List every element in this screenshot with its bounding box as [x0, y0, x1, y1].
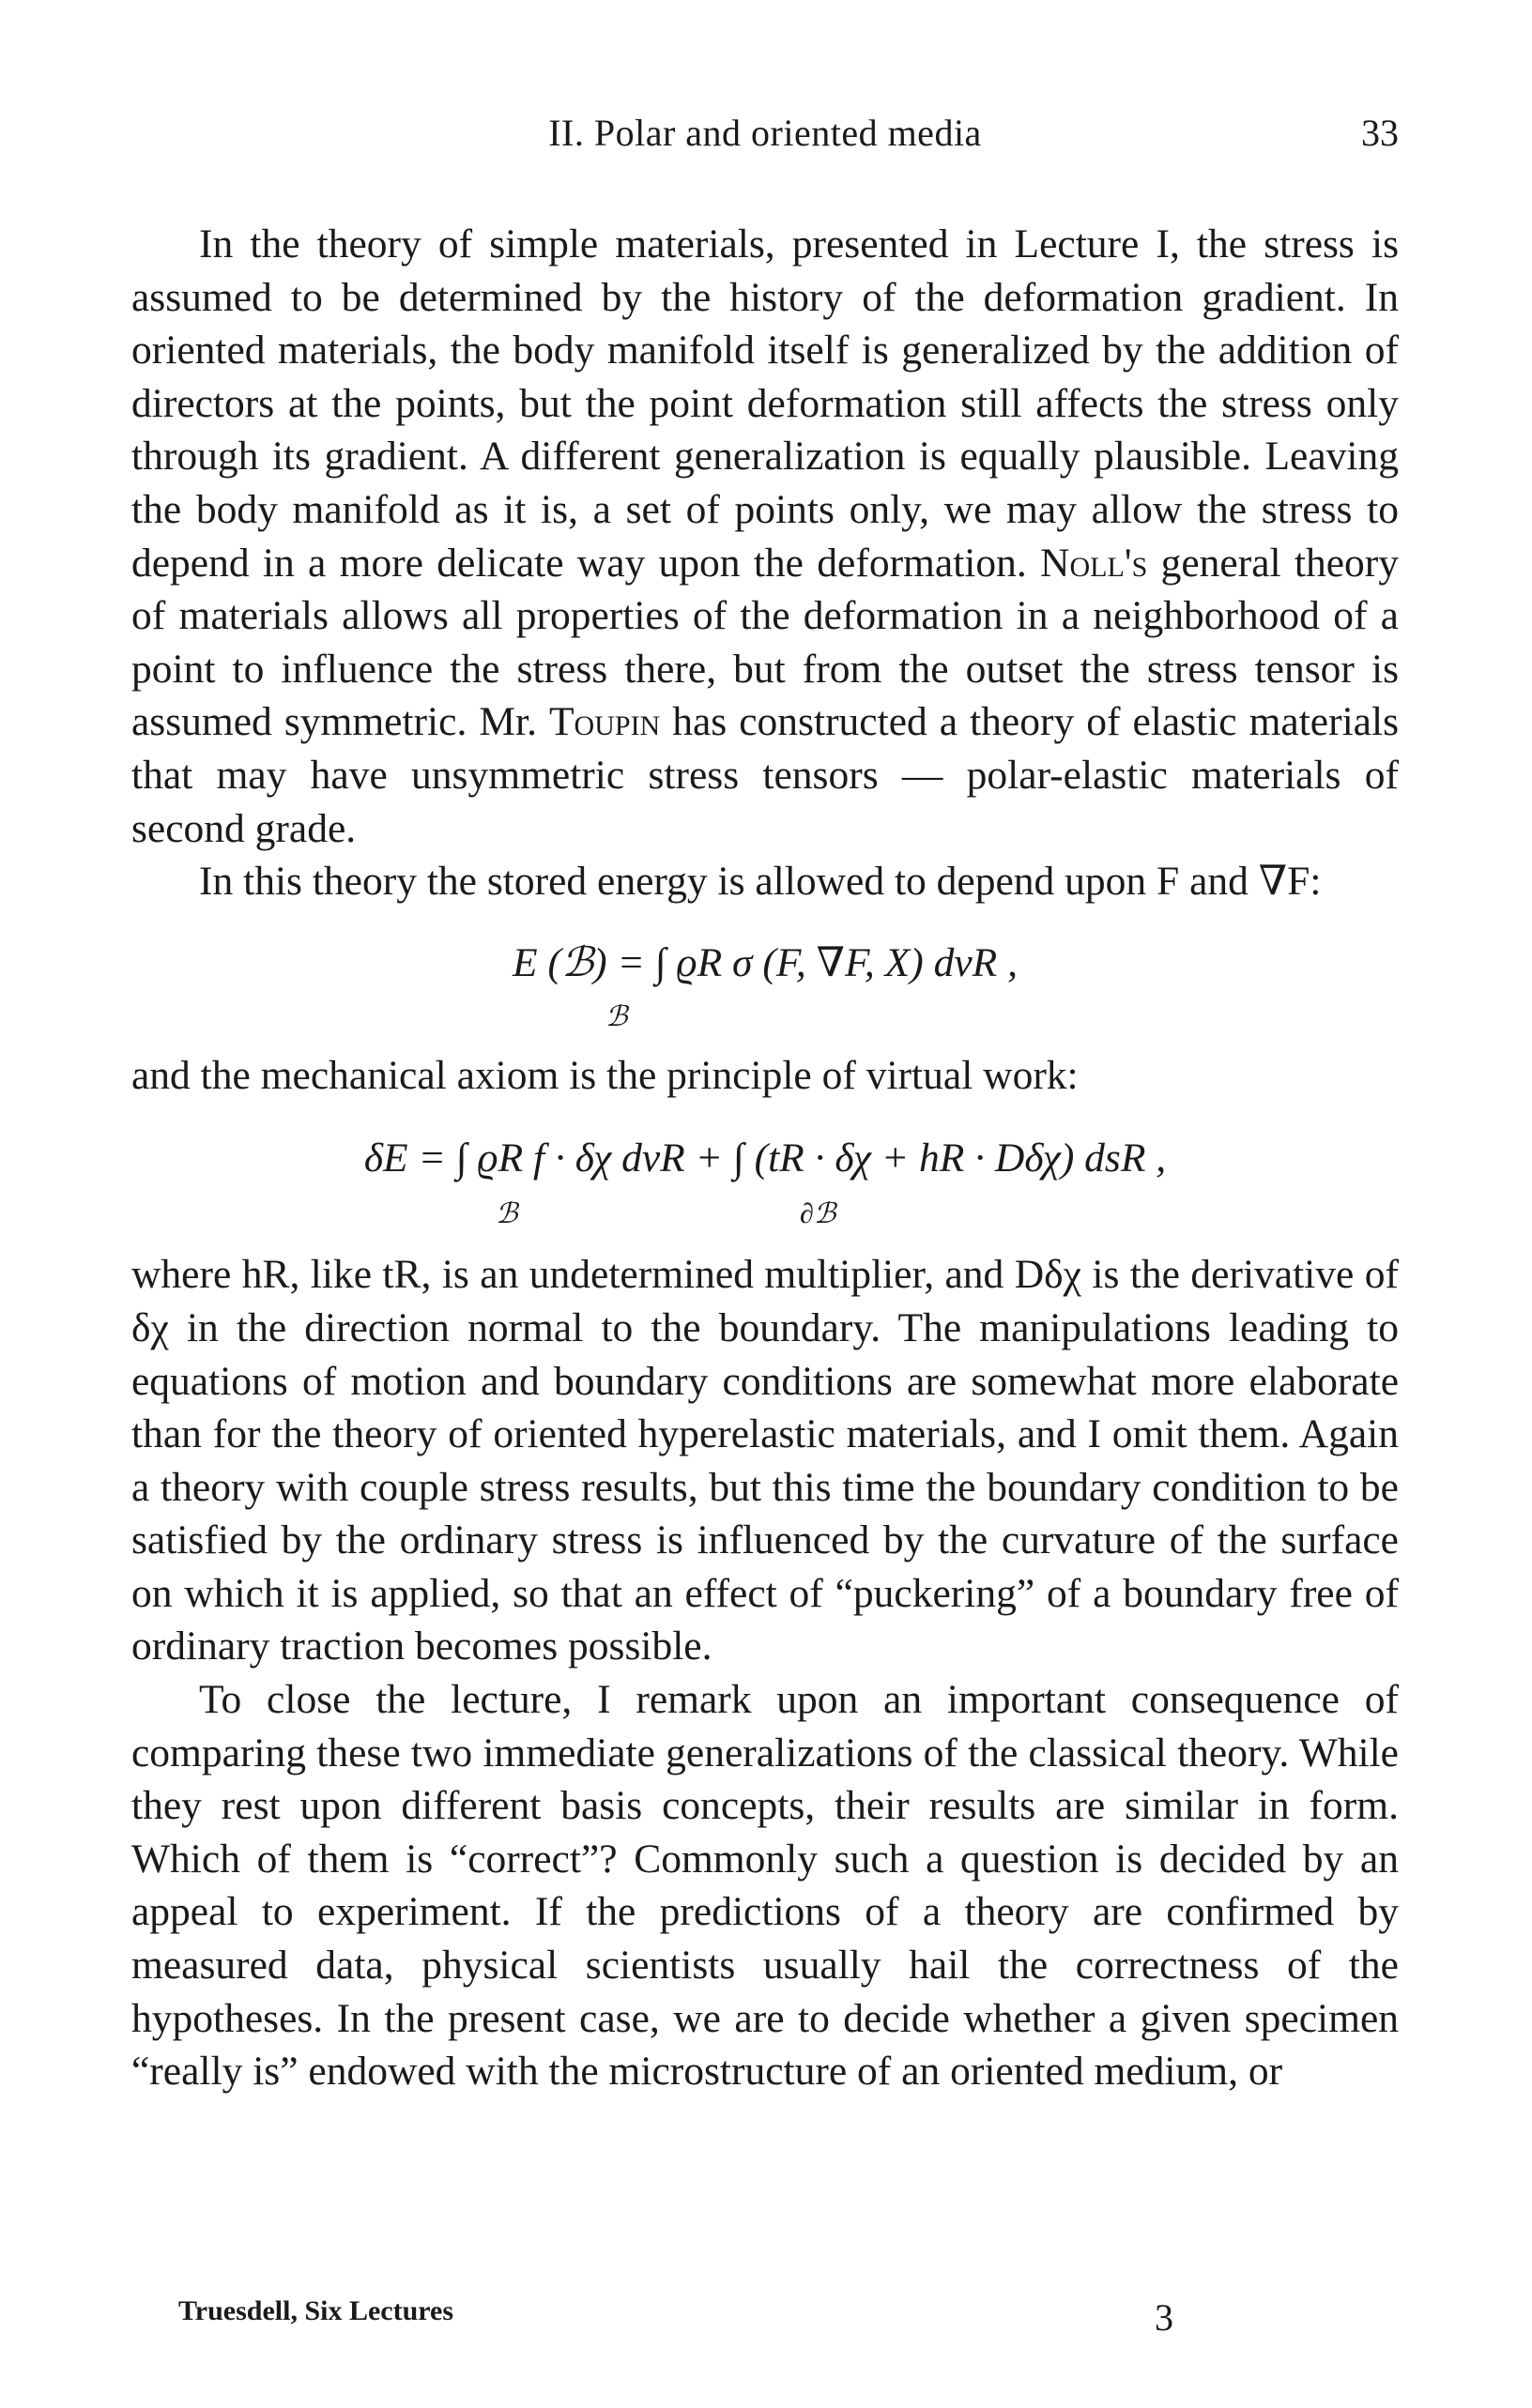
body-text — [131, 218, 1399, 2098]
equation-virtual-work — [131, 1102, 1399, 1248]
paragraph-4: where hR, like tR, is an undetermined multiplier, and Dδχ is the derivative of δχ in the direction normal to the boundary. The manipulations leading to equations of motion and boundary conditions are somewhat more elaborate than for the theory of oriented hyperelastic materials, and I omit them. Again a theory with couple stress results, but this time the boundary condition to be satisfied by the ordinary stress is influenced by the curvature of the surface on which it is applied, so that an effect of “puckering” of a boundary free of ordinary traction becomes possible. — [131, 1252, 1399, 1669]
equation-stored-energy — [131, 908, 1399, 1049]
page-number: 33 — [1361, 112, 1399, 154]
equation-2-subscript-boundary: ∂ℬ — [800, 1198, 836, 1230]
equation-2-subscript-volume: ℬ — [496, 1198, 518, 1230]
equation-1: E (ℬ) = ∫ ϱR σ (F, ∇F, X) dvR , — [513, 939, 1018, 985]
paragraph-5: To close the lecture, I remark upon an important consequence of comparing these two immediate generalizations of the classical theory. While they rest upon different basis concepts, their results are similar in form. Which of them is “correct”? Commonly such a question is decided by an appeal to experiment. If the predictions of a theory are confirmed by measured data, physical scientists usually hail the correctness of the hypotheses. In the present case, we are to decide whether a given specimen “really is” endowed with the microstructure of an oriented medium, or — [131, 1677, 1399, 2095]
paragraph-1-text-c: has constructed a theory of elastic materials that may have unsymmetric stress tensors — polar-elastic materials of second grade. — [131, 699, 1400, 851]
equation-1-subscript: ℬ — [605, 1000, 628, 1032]
paragraph-2: In this theory the stored energy is allowed to depend upon F and ∇F: — [199, 859, 1322, 905]
author-name-toupin: Toupin — [548, 699, 661, 745]
paragraph-1-text-a: In the theory of simple materials, presented in Lecture I, the stress is assumed to be determined by the history of the deformation gradient. In oriented materials, the body manifold itself is generalized by the addition of directors at the points, but the point deformation still affects the stress only through its gradient. A different generalization is equally plausible. Leaving the body manifold as it is, a set of points only, we may allow the stress to depend in a more delicate way upon the deformation. — [131, 221, 1399, 586]
page-footer — [131, 2295, 1399, 2342]
running-header — [131, 111, 1399, 167]
author-name-noll: Noll's — [1040, 540, 1148, 586]
equation-2: δE = ∫ ϱR f · δχ dvR + ∫ (tR · δχ + hR · Dδχ) dsR , — [363, 1135, 1167, 1181]
signature-line: Truesdell, Six Lectures — [178, 2295, 454, 2326]
paragraph-1-text-b: general theory of materials allows all properties of the deformation in a neighborhood of a point to influence the stress there, but from the outset the stress tensor is assumed symmetric. Mr. — [131, 540, 1400, 745]
paragraph-3: and the mechanical axiom is the principle of virtual work: — [131, 1052, 1079, 1098]
running-title: II. Polar and oriented media — [548, 112, 982, 154]
book-page — [131, 0, 1399, 2408]
paragraph-1 — [131, 218, 1399, 855]
signature-mark: 3 — [1155, 2296, 1173, 2339]
